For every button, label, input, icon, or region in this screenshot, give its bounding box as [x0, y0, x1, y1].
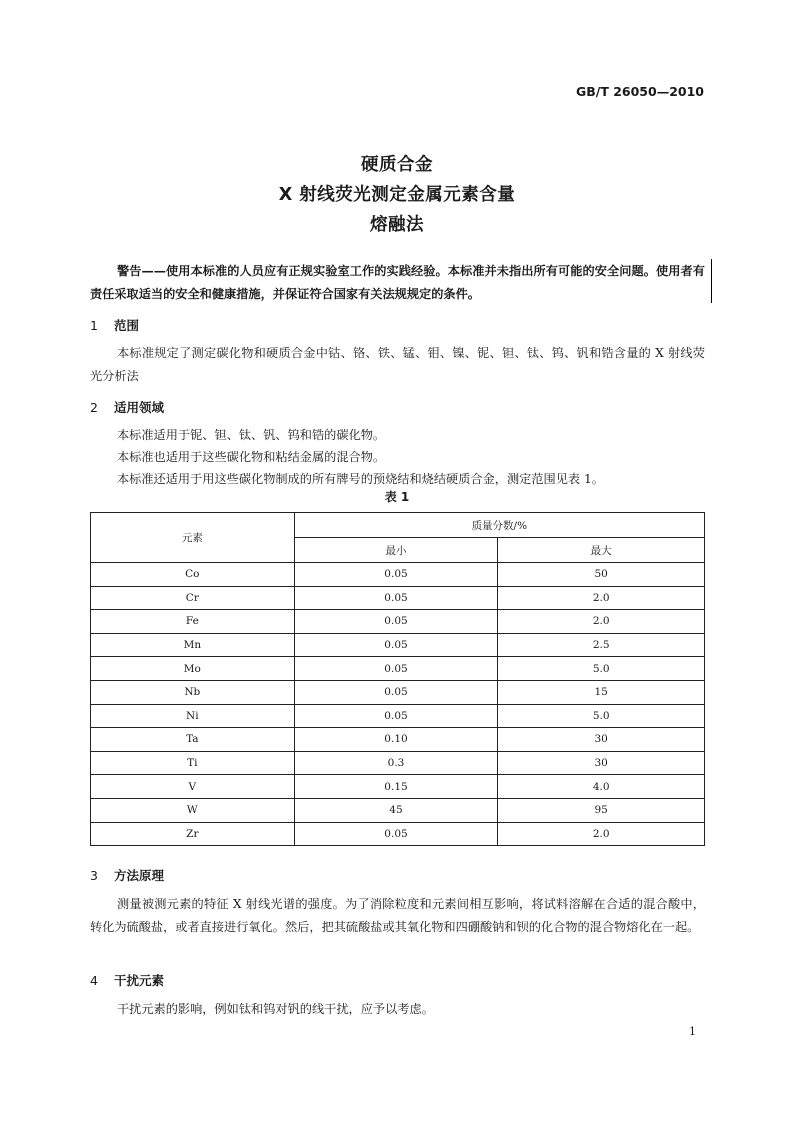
standard-number: GB/T 26050—2010 — [575, 84, 704, 99]
cell-max: 2.0 — [498, 822, 705, 846]
cell-element: V — [91, 775, 295, 799]
cell-min: 0.15 — [294, 775, 498, 799]
section-4-text: 干扰元素的影响，例如钛和钨对钒的线干扰，应予以考虑。 — [117, 1002, 434, 1016]
section-3-heading — [90, 866, 164, 884]
cell-min: 0.05 — [294, 586, 498, 610]
composition-table — [90, 512, 705, 846]
cell-max: 2.5 — [498, 633, 705, 657]
section-1-number: 1 — [90, 318, 98, 333]
revision-margin-bar — [711, 259, 712, 303]
section-2-title: 适用领域 — [114, 400, 165, 415]
cell-min: 0.05 — [294, 657, 498, 681]
cell-element: Mo — [91, 657, 295, 681]
cell-element: Zr — [91, 822, 295, 846]
cell-max: 30 — [498, 728, 705, 752]
table-row — [91, 610, 705, 634]
section-1-title: 范围 — [114, 318, 140, 333]
header-mass-fraction: 质量分数/% — [294, 513, 704, 538]
cell-element: Ti — [91, 751, 295, 775]
table-row — [91, 728, 705, 752]
header-max: 最大 — [498, 538, 705, 563]
cell-element: Mn — [91, 633, 295, 657]
table-row — [91, 563, 705, 587]
cell-max: 30 — [498, 751, 705, 775]
section-2-line-1: 本标准适用于铌、钽、钛、钒、钨和锆的碳化物。 — [117, 428, 386, 442]
section-1-text: 本标准规定了测定碳化物和硬质合金中钴、铬、铁、锰、钼、镍、铌、钽、钛、钨、钒和锆含量的 X 射线荧光分析法 — [90, 346, 705, 383]
cell-min: 0.05 — [294, 680, 498, 704]
cell-min: 0.05 — [294, 610, 498, 634]
cell-max: 5.0 — [498, 704, 705, 728]
cell-element: Cr — [91, 586, 295, 610]
section-2-line-2: 本标准也适用于这些碳化物和粘结金属的混合物。 — [117, 450, 386, 464]
cell-max: 2.0 — [498, 610, 705, 634]
table-row — [91, 704, 705, 728]
header-element: 元素 — [91, 513, 295, 563]
section-3-number: 3 — [90, 868, 98, 883]
cell-max: 4.0 — [498, 775, 705, 799]
cell-element: Ni — [91, 704, 295, 728]
table-row — [91, 680, 705, 704]
table-row — [91, 775, 705, 799]
section-2-heading — [90, 398, 164, 416]
header-min: 最小 — [294, 538, 498, 563]
section-4-heading — [90, 971, 164, 989]
section-2-number: 2 — [90, 400, 98, 415]
cell-max: 50 — [498, 563, 705, 587]
title-line-2: X 射线荧光测定金属元素含量 — [278, 185, 516, 205]
cell-element: Ta — [91, 728, 295, 752]
table-row — [91, 657, 705, 681]
table-row — [91, 586, 705, 610]
cell-element: W — [91, 798, 295, 822]
title-line-1: 硬质合金 — [361, 155, 433, 175]
section-4-title: 干扰元素 — [114, 973, 165, 988]
section-3-text: 测量被测元素的特征 X 射线光谱的强度。为了消除粒度和元素间相互影响，将试料溶解在合适的混合酸中，转化为硫酸盐，或者直接进行氧化。然后，把其硫酸盐或其氧化物和四硼酸钠和钡的化合物的混合物熔化在一起。 — [90, 897, 705, 934]
section-4-number: 4 — [90, 973, 98, 988]
title-line-3: 熔融法 — [370, 215, 424, 235]
cell-max: 2.0 — [498, 586, 705, 610]
section-3-title: 方法原理 — [114, 868, 165, 883]
table-row — [91, 751, 705, 775]
table-row — [91, 633, 705, 657]
cell-element: Fe — [91, 610, 295, 634]
table-caption: 表 1 — [384, 490, 410, 504]
cell-max: 95 — [498, 798, 705, 822]
cell-max: 15 — [498, 680, 705, 704]
table-row — [91, 798, 705, 822]
cell-element: Co — [91, 563, 295, 587]
cell-min: 0.10 — [294, 728, 498, 752]
table-row — [91, 822, 705, 846]
cell-max: 5.0 — [498, 657, 705, 681]
section-2-line-3: 本标准还适用于用这些碳化物制成的所有牌号的预烧结和烧结硬质合金，测定范围见表 1。 — [117, 472, 604, 486]
cell-min: 0.05 — [294, 822, 498, 846]
page-number: 1 — [689, 1025, 696, 1038]
cell-min: 45 — [294, 798, 498, 822]
cell-min: 0.05 — [294, 563, 498, 587]
document-title — [0, 150, 794, 240]
cell-min: 0.05 — [294, 704, 498, 728]
section-1-heading — [90, 316, 139, 334]
cell-element: Nb — [91, 680, 295, 704]
cell-min: 0.05 — [294, 633, 498, 657]
warning-paragraph: 警告——使用本标准的人员应有正规实验室工作的实践经验。本标准并未指出所有可能的安全问题。使用者有责任采取适当的安全和健康措施，并保证符合国家有关法规规定的条件。 — [90, 264, 705, 301]
cell-min: 0.3 — [294, 751, 498, 775]
